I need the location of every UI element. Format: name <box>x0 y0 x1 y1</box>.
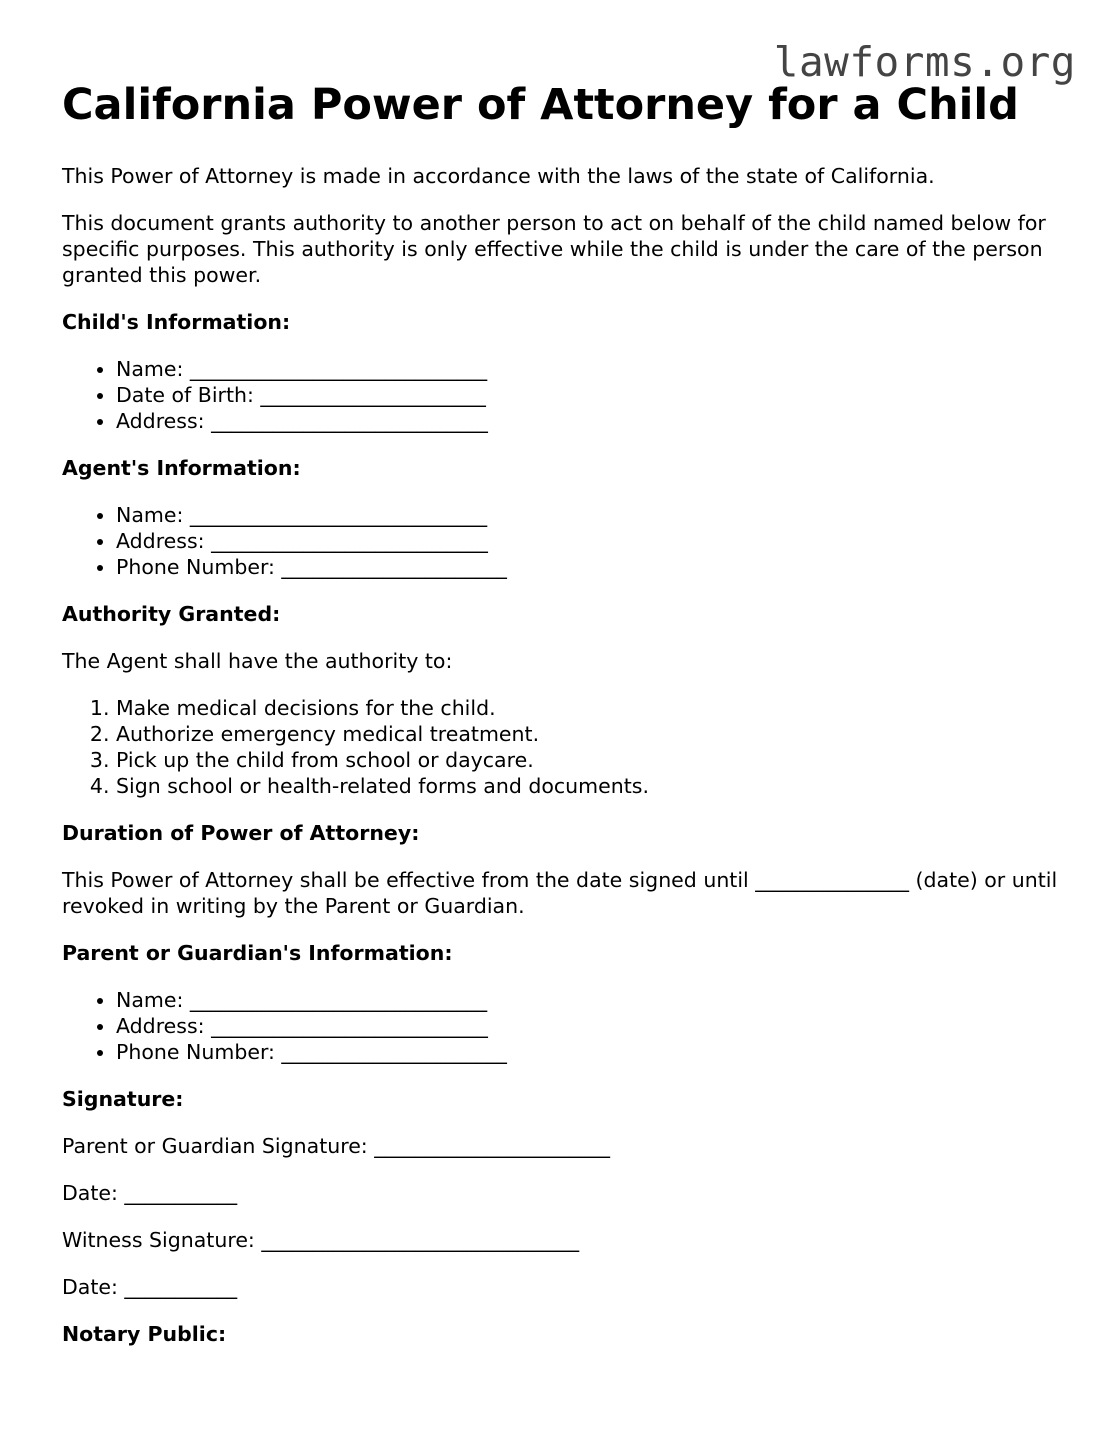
witness-signature-field[interactable]: Witness Signature: _______________________________ <box>62 1228 580 1252</box>
authority-list <box>62 695 1062 799</box>
child-address-field[interactable]: • Address: ___________________________ <box>116 408 1062 434</box>
authority-item: 2. Authorize emergency medical treatment. <box>116 721 1062 747</box>
duration-heading: Duration of Power of Attorney: <box>62 821 420 845</box>
authority-item: 3. Pick up the child from school or daycare. <box>116 747 1062 773</box>
agent-info-list <box>62 502 1062 580</box>
authority-item: 1. Make medical decisions for the child. <box>116 695 1062 721</box>
child-dob-field[interactable]: • Date of Birth: ______________________ <box>116 382 1062 408</box>
guardian-info-heading: Parent or Guardian's Information: <box>62 941 453 965</box>
child-info-heading: Child's Information: <box>62 310 291 334</box>
agent-name-field[interactable]: • Name: _____________________________ <box>116 502 1062 528</box>
guardian-info-list <box>62 987 1062 1065</box>
authority-lead: The Agent shall have the authority to: <box>62 649 453 673</box>
parent-date-field[interactable]: Date: ___________ <box>62 1181 238 1205</box>
intro-paragraph-2: This document grants authority to another person to act on behalf of the child named below for specific purposes. This authority is only effective while the child is under the care of the person granted this power. <box>62 211 1046 287</box>
guardian-phone-field[interactable]: • Phone Number: ______________________ <box>116 1039 1062 1065</box>
document-page <box>62 80 1062 1347</box>
witness-date-field[interactable]: Date: ___________ <box>62 1275 238 1299</box>
parent-signature-field[interactable]: Parent or Guardian Signature: _______________________ <box>62 1134 610 1158</box>
intro-paragraph-1: This Power of Attorney is made in accordance with the laws of the state of California. <box>62 164 935 188</box>
signature-heading: Signature: <box>62 1087 184 1111</box>
agent-phone-field[interactable]: • Phone Number: ______________________ <box>116 554 1062 580</box>
child-name-field[interactable]: • Name: _____________________________ <box>116 356 1062 382</box>
agent-address-field[interactable]: • Address: ___________________________ <box>116 528 1062 554</box>
authority-item: 4. Sign school or health-related forms and documents. <box>116 773 1062 799</box>
guardian-name-field[interactable]: • Name: _____________________________ <box>116 987 1062 1013</box>
agent-info-heading: Agent's Information: <box>62 456 301 480</box>
duration-text[interactable]: This Power of Attorney shall be effective from the date signed until _______________ (date) or until revoked in writing by the Parent or Guardian. <box>62 868 1058 918</box>
notary-heading: Notary Public: <box>62 1322 227 1346</box>
watermark-text: lawforms.org <box>773 38 1076 86</box>
authority-heading: Authority Granted: <box>62 602 281 626</box>
page-title: California Power of Attorney for a Child <box>62 80 1019 130</box>
guardian-address-field[interactable]: • Address: ___________________________ <box>116 1013 1062 1039</box>
child-info-list <box>62 356 1062 434</box>
